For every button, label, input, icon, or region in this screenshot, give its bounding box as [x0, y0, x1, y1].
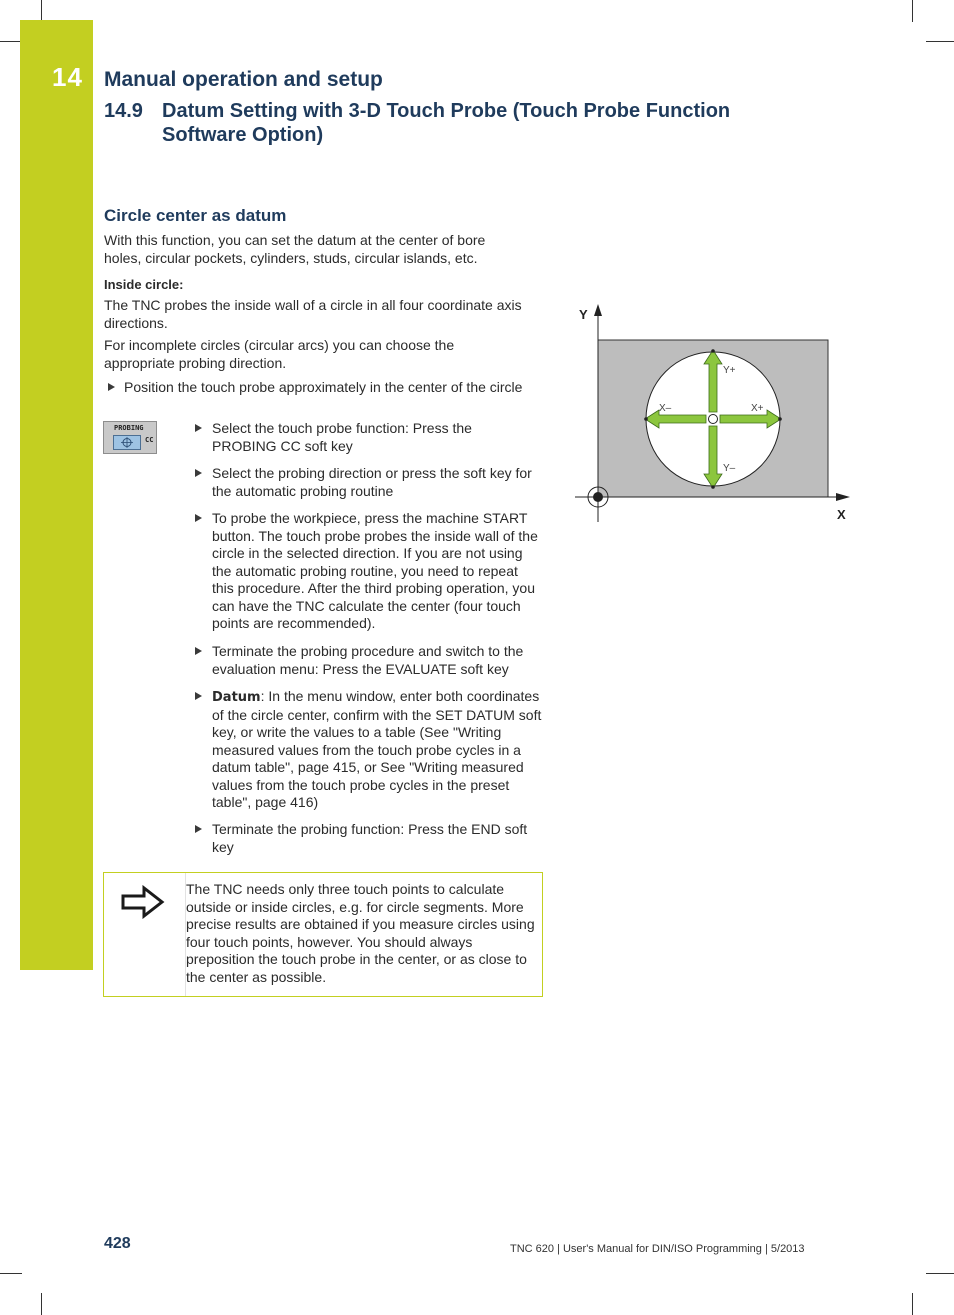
crop-mark — [0, 41, 22, 42]
label-x-minus: X– — [659, 403, 672, 414]
intro-paragraph: With this function, you can set the datum at the center of bore holes, circular pockets, cylinders, studs, circular islands, etc. — [104, 232, 486, 266]
label-y-minus: Y– — [723, 463, 736, 474]
softkey-sublabel: CC — [145, 436, 154, 444]
axis-label-x: X — [837, 507, 846, 522]
crop-mark — [912, 0, 913, 22]
bullet-triangle-icon — [195, 469, 202, 477]
step-position: Position the touch probe approximately in the center of the circle — [124, 379, 523, 395]
chapter-title: Manual operation and setup — [104, 68, 383, 91]
x-axis-arrow-icon — [836, 493, 850, 501]
touch-point — [644, 417, 648, 421]
probing-diagram — [570, 300, 860, 530]
bullet-triangle-icon — [195, 692, 202, 700]
section-number: 14.9 — [104, 100, 143, 122]
bullet-triangle-icon — [108, 383, 115, 391]
axis-label-y: Y — [579, 307, 588, 322]
crop-mark — [41, 0, 42, 22]
step-item: Select the touch probe function: Press the PROBING CC soft key — [212, 420, 472, 454]
y-axis-arrow-icon — [594, 304, 602, 316]
crop-mark — [912, 1293, 913, 1315]
crop-mark — [926, 41, 954, 42]
touch-point — [778, 417, 782, 421]
datum-keyword: Datum — [212, 690, 261, 705]
incomplete-circle-paragraph: For incomplete circles (circular arcs) you can choose the appropriate probing direction. — [104, 337, 455, 371]
datum-step — [212, 688, 544, 812]
inside-circle-label: Inside circle: — [104, 277, 184, 292]
touch-point — [711, 485, 715, 489]
chapter-number: 14 — [52, 62, 83, 92]
softkey-label: PROBING — [114, 424, 144, 432]
chapter-sidebar — [20, 20, 93, 970]
bullet-triangle-icon — [195, 825, 202, 833]
bullet-triangle-icon — [195, 424, 202, 432]
arrow-right-icon — [120, 885, 166, 924]
section-title-text: Datum Setting with 3-D Touch Probe (Touch Probe Function Software Option) — [162, 100, 731, 146]
inside-circle-paragraph: The TNC probes the inside wall of a circle in all four coordinate axis directions. — [104, 297, 522, 331]
crop-mark — [0, 1273, 22, 1274]
step-item: Select the probing direction or press the soft key for the automatic probing routine — [212, 465, 532, 499]
step-end: Terminate the probing function: Press the END soft key — [212, 821, 528, 855]
crop-mark — [926, 1273, 954, 1274]
heading: Circle center as datum — [104, 206, 287, 225]
step-item: To probe the workpiece, press the machine START button. The touch probe probes the inside wall of the circle in the selected direction. If you are not using the automatic probing routine, you need to repeat this procedure. After the third probing operation, you can have the TNC calculate the center (four touch points are recommended). — [212, 510, 538, 631]
bullet-triangle-icon — [195, 514, 202, 522]
label-y-plus: Y+ — [723, 365, 736, 376]
touch-probe-circle-icon — [113, 435, 141, 450]
datum-step-text: : In the menu window, enter both coordinates of the circle center, confirm with the SET DATUM soft key, or write the values to a table (See "Writing measured values from the touch probe cycles in a datum table", page 415, or See "Writing measured values from the touch probe cycles in the preset table", page 416) — [212, 688, 542, 810]
note-text: The TNC needs only three touch points to calculate outside or inside circles, e.g. for circle segments. More precise results are obtained if you measure circles using four touch points, however. You should always preposition the touch probe in the center, or as close to the center as possible. — [186, 881, 535, 985]
probing-cc-softkey[interactable] — [103, 421, 157, 454]
note-box — [103, 872, 543, 997]
page-number: 428 — [104, 1235, 131, 1252]
bullet-triangle-icon — [195, 647, 202, 655]
footer-text: TNC 620 | User's Manual for DIN/ISO Programming | 5/2013 — [510, 1243, 805, 1255]
center-point — [709, 415, 718, 424]
step-item: Terminate the probing procedure and switch to the evaluation menu: Press the EVALUATE soft key — [212, 643, 524, 677]
label-x-plus: X+ — [751, 403, 764, 414]
crop-mark — [41, 1293, 42, 1315]
touch-point — [711, 349, 715, 353]
